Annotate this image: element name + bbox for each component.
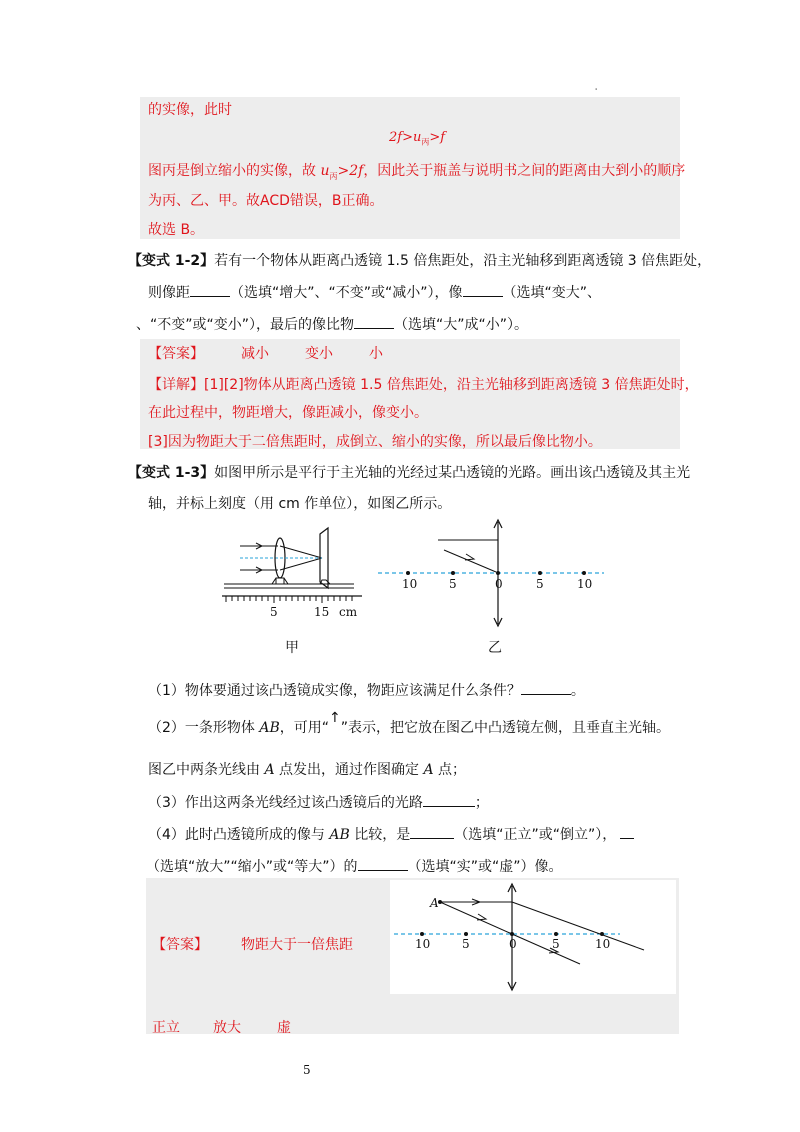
- question-1-3-line-1: 【变式 1-3】如图甲所示是平行于主光轴的光经过某凸透镜的光路。画出该凸透镜及其主光: [128, 465, 691, 481]
- explanation-line-5: 故选 B。: [148, 222, 205, 238]
- answer-1-3-last-3: 虚: [277, 1020, 291, 1036]
- blank-4[interactable]: [521, 680, 571, 695]
- ans-tick-10-right: 10: [595, 937, 611, 951]
- yi-tick-5-left: 5: [449, 577, 457, 591]
- blank-2[interactable]: [463, 282, 503, 297]
- yi-tick-10-right: 10: [577, 577, 593, 591]
- ans-tick-5-left: 5: [462, 937, 470, 951]
- detail-1-2-line-1: 【详解】[1][2]物体从距离凸透镜 1.5 倍焦距处，沿主光轴移到距离透镜 3 倍焦距处时，: [148, 377, 699, 393]
- blank-5[interactable]: [423, 792, 475, 807]
- explanation-line-1: 的实像，此时: [148, 102, 232, 118]
- figure-jia: [222, 524, 372, 624]
- detail-1-2-line-2: 在此过程中，物距增大，像距减小，像变小。: [148, 405, 428, 421]
- question-1-2-line-1: 【变式 1-2】若有一个物体从距离凸透镜 1.5 倍焦距处，沿主光轴移到距离透镜 3 倍焦距处，: [128, 253, 712, 269]
- header-dot: .: [594, 78, 599, 94]
- blank-7[interactable]: [620, 824, 634, 839]
- answer-1-3-last-1: 正立: [152, 1020, 180, 1036]
- blank-3[interactable]: [354, 314, 394, 329]
- ans-tick-0: 0: [509, 937, 517, 951]
- figure-yi: [378, 520, 608, 645]
- ans-tick-10-left: 10: [415, 937, 431, 951]
- answer-1-2-1: 减小: [241, 346, 269, 362]
- jia-unit: cm: [339, 605, 358, 619]
- answer-figure: [390, 880, 676, 994]
- answer-1-2-2: 变小: [305, 346, 333, 362]
- blank-8[interactable]: [358, 856, 408, 871]
- question-1-3-label: 【变式 1-3】: [128, 465, 215, 481]
- sub-question-4: （4）此时凸透镜所成的像与 AB 比较，是 （选填“正立”或“倒立”），: [148, 824, 634, 844]
- page-number: 5: [303, 1063, 311, 1077]
- caption-yi: 乙: [488, 640, 502, 656]
- jia-tick-5: 5: [270, 605, 278, 619]
- answer-label-1-2: 【答案】: [148, 346, 204, 362]
- explanation-line-3: 图丙是倒立缩小的实像，故 $u_丙>2f$，因此关于瓶盖与说明书之间的距离由大到小的顺序: [148, 163, 686, 181]
- answer-1-3-last-2: 放大: [213, 1020, 241, 1036]
- answer-point-A: A: [430, 896, 439, 910]
- jia-tick-15: 15: [314, 605, 330, 619]
- ans-tick-5-right: 5: [552, 937, 560, 951]
- explanation-line-4: 为丙、乙、甲。故ACD错误，B正确。: [148, 193, 384, 209]
- sub-question-3: （3）作出这两条光线经过该凸透镜后的光路 ；: [148, 792, 489, 812]
- yi-tick-10-left: 10: [402, 577, 418, 591]
- detail-1-2-line-3: [3]因为物距大于二倍焦距时，成倒立、缩小的实像，所以最后像比物小。: [148, 434, 602, 450]
- sub-question-2: （2）一条形物体 AB，可用“↑”表示，把它放在图乙中凸透镜左侧，且垂直主光轴。: [148, 710, 671, 736]
- question-1-3-line-2: 轴，并标上刻度（用 cm 作单位），如图乙所示。: [148, 496, 452, 512]
- arrow-up-icon: ↑: [329, 710, 341, 726]
- yi-tick-0: 0: [495, 577, 503, 591]
- blank-1[interactable]: [190, 282, 230, 297]
- sub-question-1: （1）物体要通过该凸透镜成实像，物距应该满足什么条件？ 。: [148, 680, 585, 700]
- caption-jia: 甲: [285, 640, 299, 656]
- sub-question-4-line-2: （选填“放大”“缩小”或“等大”）的 （选填“实”或“虚”）像。: [146, 856, 563, 876]
- explanation-formula: $2f>u_丙>f$: [389, 130, 446, 147]
- answer-1-3-1: 物距大于一倍焦距: [241, 937, 353, 953]
- answer-label-1-3: 【答案】: [152, 937, 208, 953]
- blank-6[interactable]: [410, 824, 454, 839]
- answer-1-2-3: 小: [369, 346, 383, 362]
- question-1-2-label: 【变式 1-2】: [128, 253, 215, 269]
- sub-question-2-line-2: 图乙中两条光线由 A 点发出，通过作图确定 A 点；: [148, 762, 467, 778]
- question-1-2-line-3: 、“不变”或“变小”），最后的像比物 （选填“大”成“小”）。: [136, 314, 528, 334]
- question-1-2-line-2: 则像距 （选填“增大”、“不变”或“减小”），像 （选填“变大”、: [148, 282, 601, 302]
- yi-tick-5-right: 5: [536, 577, 544, 591]
